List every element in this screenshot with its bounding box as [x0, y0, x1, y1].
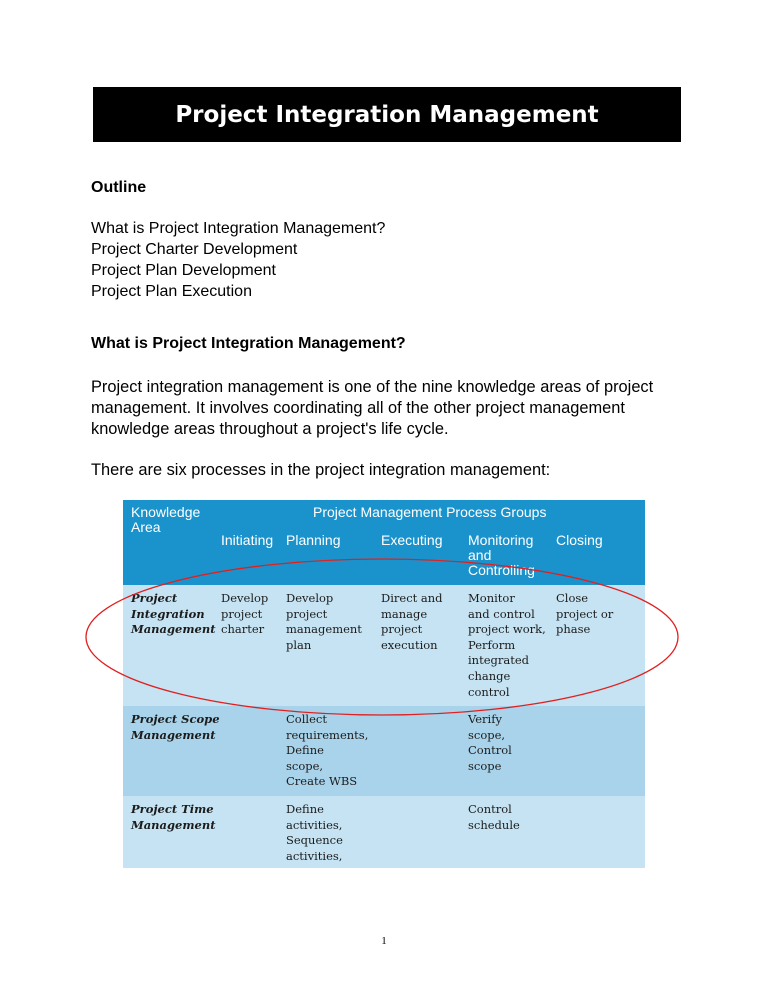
column-header: Closing: [556, 532, 603, 548]
list-item: What is Project Integration Management?: [91, 220, 386, 237]
table-cell: Develop project management plan: [286, 591, 362, 652]
column-header: Planning: [286, 532, 341, 548]
section-heading: What is Project Integration Management?: [91, 335, 406, 352]
list-item: Project Plan Development: [91, 262, 276, 279]
table-cell: Direct and manage project execution: [381, 591, 443, 652]
process-groups-header: Project Management Process Groups: [313, 504, 547, 520]
list-item: Project Plan Execution: [91, 283, 252, 300]
table-cell: Collect requirements, Define scope, Create WBS: [286, 712, 369, 789]
column-header: Initiating: [221, 532, 274, 548]
column-header: Executing: [381, 532, 443, 548]
page-title: Project Integration Management: [93, 87, 681, 142]
table-cell: Project Time Management: [131, 802, 216, 832]
table-cell: Verify scope, Control scope: [468, 712, 512, 773]
outline-list: [91, 218, 385, 302]
table-cell: Develop project charter: [221, 591, 269, 637]
page-number: 1: [381, 935, 387, 947]
table-cell: Project Integration Management: [131, 591, 216, 637]
intro-paragraph: Project integration management is one of the nine knowledge areas of project management. It involves coordinating all of the other project management knowledge areas throughout a project's life cycle.: [91, 378, 654, 438]
outline-heading: Outline: [91, 179, 147, 196]
table-header: [123, 500, 645, 585]
table-cell: Define activities, Sequence activities,: [286, 802, 343, 863]
table-row: [123, 585, 645, 706]
table-cell: Control schedule: [468, 802, 520, 832]
table-row: [123, 706, 645, 796]
processes-paragraph: There are six processes in the project integration management:: [91, 461, 551, 479]
process-table: [123, 500, 645, 868]
knowledge-area-header: Knowledge Area: [131, 504, 201, 535]
table-row: [123, 796, 645, 868]
table-cell: Monitor and control project work, Perform integrated change control: [468, 591, 546, 699]
list-item: Project Charter Development: [91, 241, 298, 258]
table-cell: Project Scope Management: [131, 712, 220, 742]
table-cell: Close project or phase: [556, 591, 614, 637]
column-header: Monitoring and Controlling: [468, 532, 535, 578]
